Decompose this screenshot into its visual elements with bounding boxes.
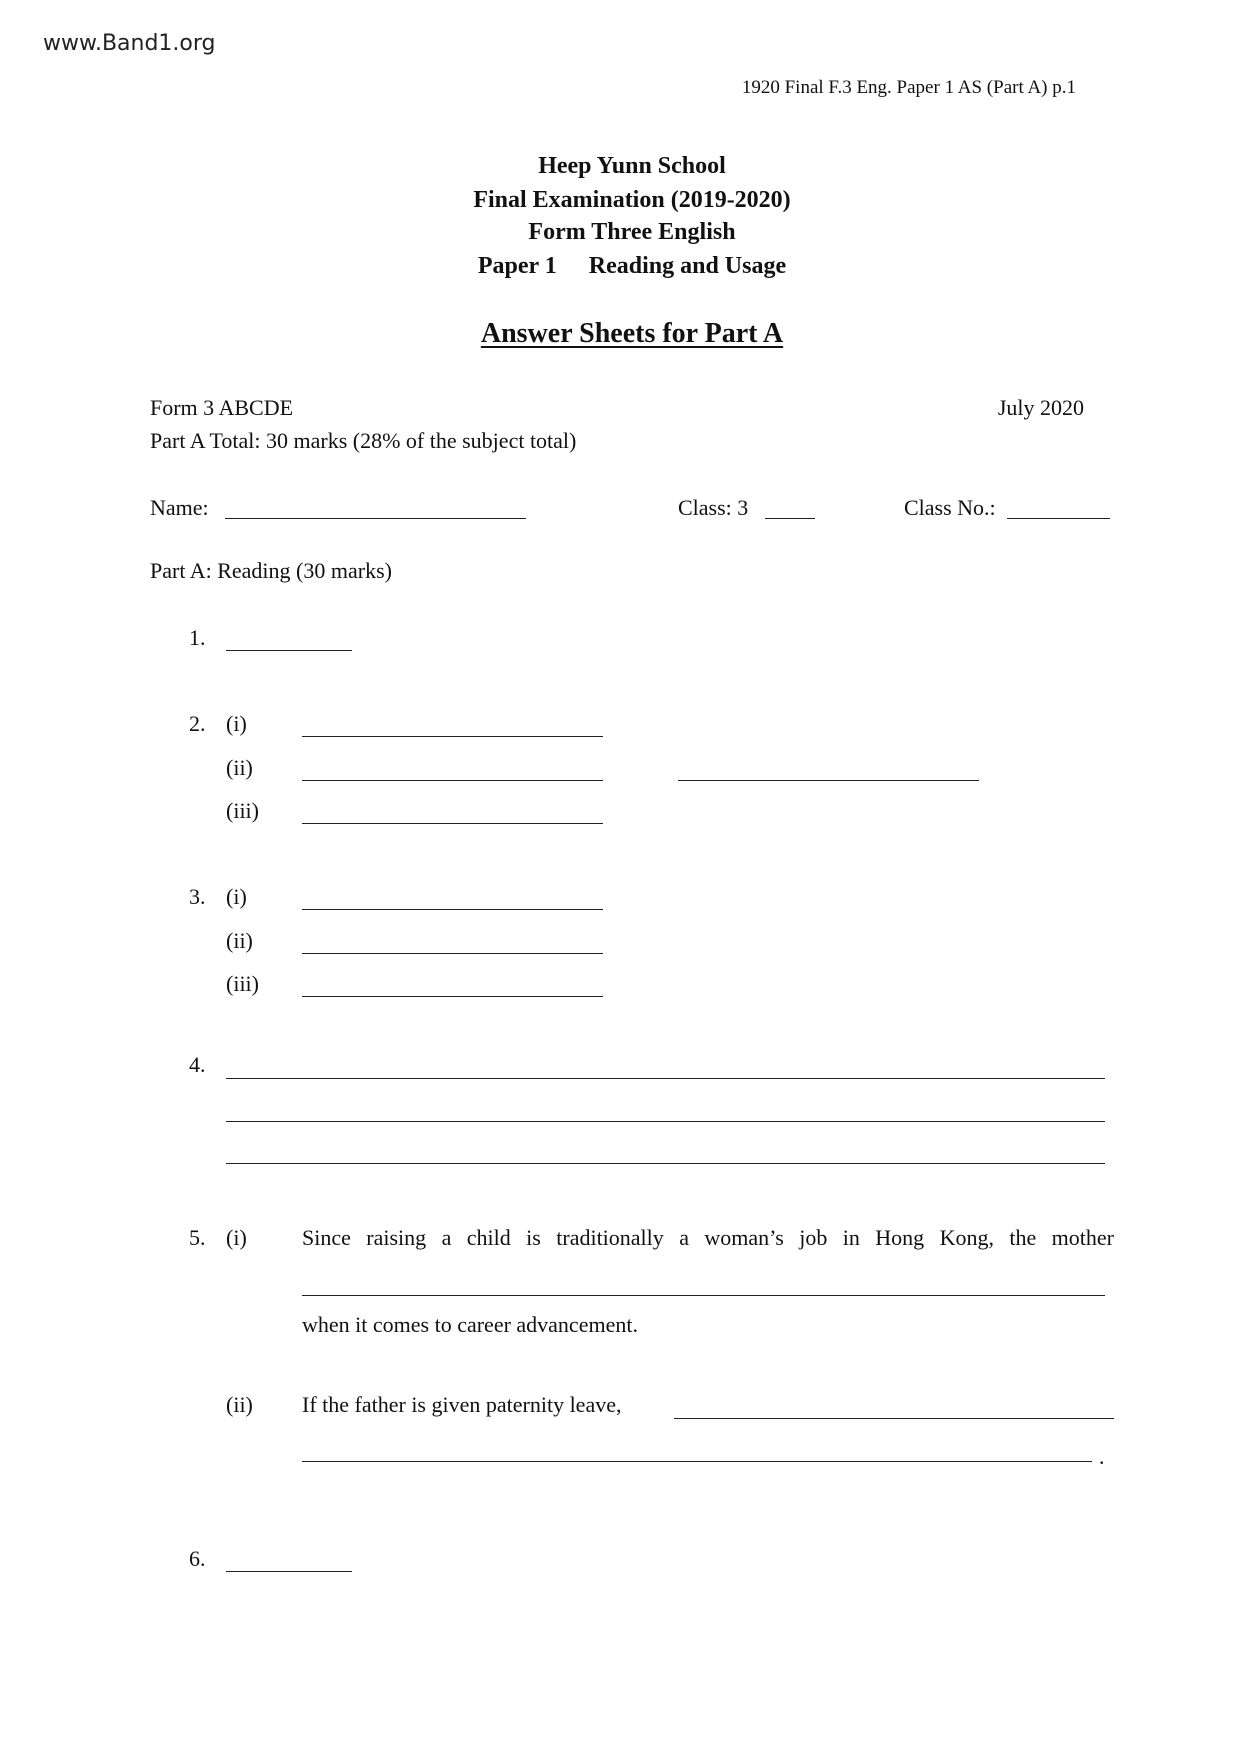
paper-number: Paper 1 — [477, 253, 557, 279]
q3-iii-answer[interactable] — [302, 996, 603, 997]
q2-iii-label: (iii) — [226, 798, 259, 823]
q1-answer[interactable] — [226, 650, 352, 651]
q3-number: 3. — [189, 884, 206, 909]
q3-iii-label: (iii) — [226, 971, 259, 996]
q3-i-label: (i) — [226, 884, 247, 909]
paper-name: Reading and Usage — [588, 253, 787, 279]
q2-i-label: (i) — [226, 711, 247, 736]
q2-ii-answer-2[interactable] — [678, 780, 979, 781]
q3-ii-label: (ii) — [226, 928, 253, 953]
name-field[interactable] — [225, 518, 526, 519]
sheet-title: Answer Sheets for Part A — [480, 318, 784, 349]
page-header: 1920 Final F.3 Eng. Paper 1 AS (Part A) p.1 — [741, 77, 1076, 98]
q5-ii-prompt: If the father is given paternity leave, — [302, 1392, 622, 1417]
q3-i-answer[interactable] — [302, 909, 603, 910]
q5-ii-period: . — [1099, 1444, 1105, 1469]
q2-number: 2. — [189, 711, 206, 736]
q5-number: 5. — [189, 1225, 206, 1250]
q4-number: 4. — [189, 1052, 206, 1077]
class-no-field[interactable] — [1007, 518, 1110, 519]
part-total: Part A Total: 30 marks (28% of the subject total) — [150, 428, 577, 453]
q3-ii-answer[interactable] — [302, 953, 603, 954]
paper-title — [0, 254, 1240, 278]
class-field[interactable] — [765, 518, 815, 519]
q2-ii-label: (ii) — [226, 755, 253, 780]
subject-title: Form Three English — [528, 219, 736, 245]
q4-answer-line-3[interactable] — [226, 1163, 1105, 1164]
school-name: Heep Yunn School — [538, 153, 726, 179]
q2-ii-answer-1[interactable] — [302, 780, 603, 781]
q5-i-prompt: Since raising a child is traditionally a woman’s job in Hong Kong, the mother — [302, 1225, 1114, 1250]
q2-iii-answer[interactable] — [302, 823, 603, 824]
q5-i-ending: when it comes to career advancement. — [302, 1312, 638, 1337]
q4-answer-line-1[interactable] — [226, 1078, 1105, 1079]
q5-i-label: (i) — [226, 1225, 247, 1250]
q5-ii-answer-1[interactable] — [674, 1418, 1114, 1419]
q5-i-answer[interactable] — [302, 1295, 1105, 1296]
form-label: Form 3 ABCDE — [150, 395, 294, 420]
q2-i-answer[interactable] — [302, 736, 603, 737]
q6-number: 6. — [189, 1546, 206, 1571]
q5-ii-label: (ii) — [226, 1392, 253, 1417]
q5-ii-answer-2[interactable] — [302, 1461, 1092, 1462]
class-no-label: Class No.: — [904, 495, 996, 520]
section-heading: Part A: Reading (30 marks) — [150, 558, 392, 583]
q4-answer-line-2[interactable] — [226, 1121, 1105, 1122]
class-label: Class: 3 — [678, 495, 749, 520]
q6-answer[interactable] — [226, 1571, 352, 1572]
watermark: www.Band1.org — [43, 31, 216, 56]
name-label: Name: — [150, 495, 209, 520]
exam-title: Final Examination (2019-2020) — [473, 187, 791, 213]
q1-number: 1. — [189, 625, 206, 650]
exam-date: July 2020 — [997, 395, 1084, 420]
